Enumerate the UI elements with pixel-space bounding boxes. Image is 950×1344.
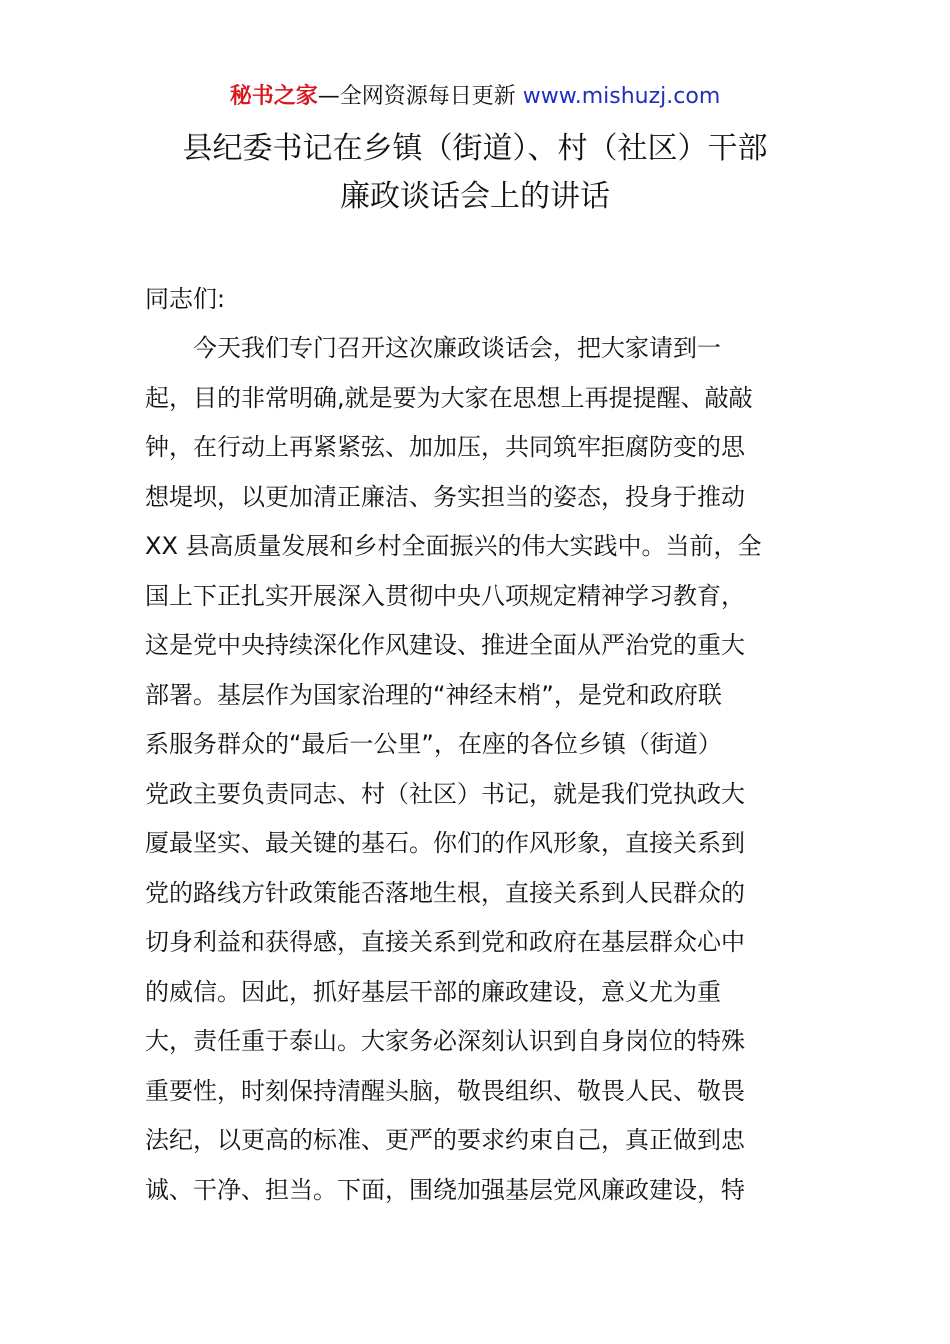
paragraph-line: 重要性，时刻保持清醒头脑，敬畏组织、敬畏人民、敬畏: [145, 1076, 745, 1105]
paragraph-line: 大，责任重于泰山。大家务必深刻认识到自身岗位的特殊: [145, 1027, 745, 1055]
document-title-line-2: 廉政谈话会上的讲话: [340, 179, 610, 214]
site-url-link[interactable]: www.mishuzj.com: [522, 84, 721, 109]
paragraph-line: 切身利益和获得感，直接关系到党和政府在基层群众心中: [145, 928, 745, 956]
paragraph-line: 想堤坝，以更加清正廉洁、务实担当的姿态，投身于推动: [145, 482, 745, 511]
brand-name: 秘书之家: [229, 84, 318, 109]
paragraph-line: 这是党中央持续深化作风建设、推进全面从严治党的重大: [145, 631, 745, 659]
paragraph-line: 起，目的非常明确,就是要为大家在思想上再提提醒、敲敲: [145, 383, 753, 412]
site-header: [0, 80, 950, 114]
paragraph-line: 诚、干净、担当。下面，围绕加强基层党风廉政建设，特: [145, 1175, 745, 1204]
paragraph-line: 系服务群众的“最后一公里”，在座的各位乡镇（街道）: [145, 730, 722, 758]
paragraph-line: 党政主要负责同志、村（社区）书记，就是我们党执政大: [145, 779, 745, 808]
paragraph-line: 国上下正扎实开展深入贯彻中央八项规定精神学习教育，: [145, 581, 745, 610]
paragraph-line: 的威信。因此，抓好基层干部的廉政建设，意义尤为重: [145, 977, 721, 1006]
paragraph-line: 钟，在行动上再紧紧弦、加加压，共同筑牢拒腐防变的思: [145, 433, 745, 461]
document-title-line-1: 县纪委书记在乡镇（街道）、村（社区）干部: [182, 131, 768, 166]
paragraph-line: 部署。基层作为国家治理的“神经末梢”，是党和政府联: [145, 680, 722, 709]
paragraph-line: 今天我们专门召开这次廉政谈话会，把大家请到一: [193, 334, 721, 362]
paragraph-line: XX 县高质量发展和乡村全面振兴的伟大实践中。当前，全: [145, 532, 762, 560]
paragraph-line: 党的路线方针政策能否落地生根，直接关系到人民群众的: [145, 878, 745, 907]
paragraph-line: 法纪，以更高的标准、更严的要求约束自己，真正做到忠: [145, 1126, 745, 1154]
body-paragraph: [145, 324, 815, 1215]
site-tagline: —全网资源每日更新: [317, 84, 516, 109]
greeting: 同志们:: [145, 285, 226, 313]
paragraph-line: 厦最坚实、最关键的基石。你们的作风形象，直接关系到: [145, 829, 745, 857]
